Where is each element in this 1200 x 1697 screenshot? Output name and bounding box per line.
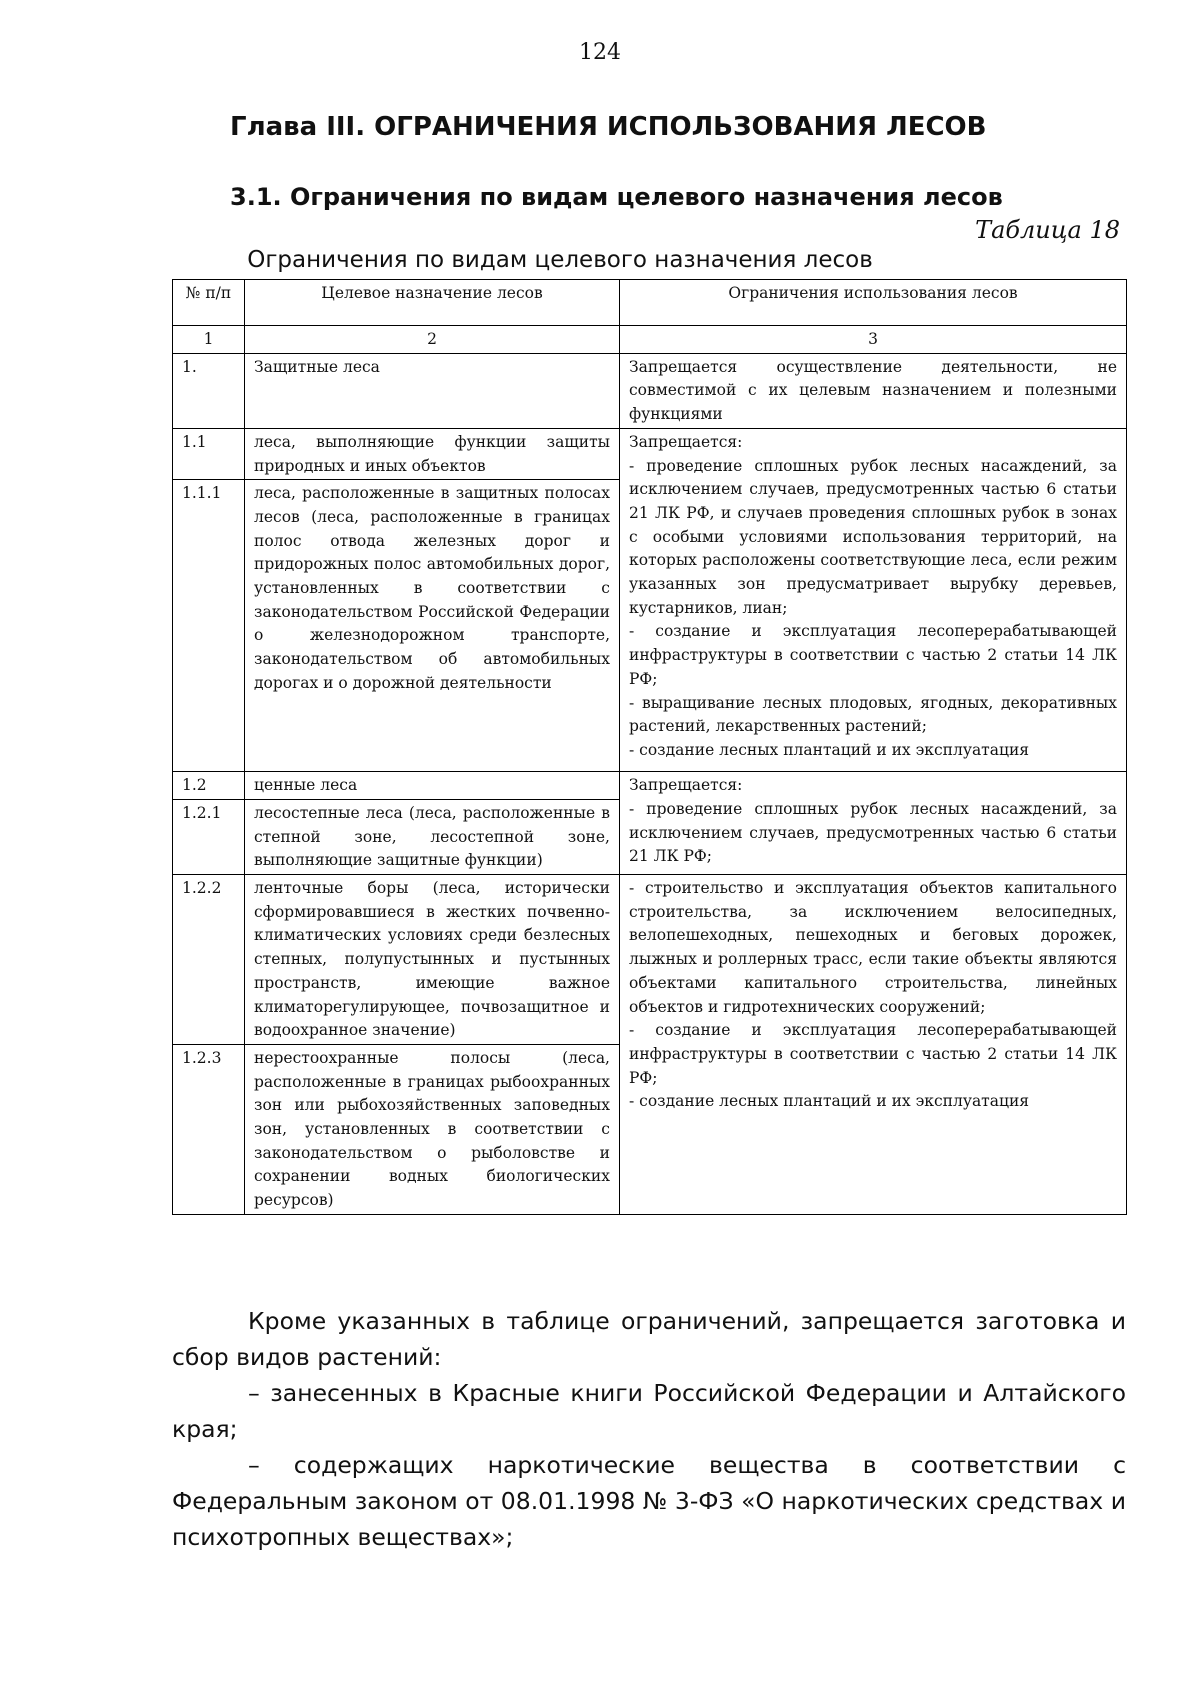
page-number: 124 (579, 40, 621, 65)
paragraph: – занесенных в Красные книги Российской Федерации и Алтайского края; (172, 1379, 1126, 1443)
restriction-line: - проведение сплошных рубок лесных насаждений, за исключением случаев, предусмотренных частью 6 статьи 21 ЛК РФ, и случаев проведения сплошных рубок в зонах с особыми условиями использования территорий, на которых расположены соответствующие леса, если режим указанных зон предусматривает вырубку деревьев, кустарников, лиан; (629, 456, 1117, 617)
table-row (173, 353, 1127, 428)
restriction-line: Запрещается: (629, 776, 743, 795)
table-header-row (173, 280, 1127, 326)
restriction-line: - проведение сплошных рубок лесных насаждений, за исключением случаев, предусмотренных частью 6 статьи 21 ЛК РФ; (629, 799, 1117, 866)
row-number: 1.2.3 (173, 1044, 245, 1214)
column-number-cell: 1 (173, 326, 245, 354)
header-cell-purpose: Целевое назначение лесов (245, 280, 620, 326)
row-number: 1.2.2 (173, 875, 245, 1045)
row-number: 1.1.1 (173, 480, 245, 772)
restriction-line: - строительство и эксплуатация объектов капитального строительства, за исключением велосипедных, велопешеходных, пешеходных и беговых дорожек, лыжных и роллерных трасс, если такие объекты являются объектами капитального строительства, линейных объектов и гидротехнических сооружений; (629, 879, 1117, 1016)
restriction-line: - создание лесных плантаций и их эксплуатация (629, 740, 1030, 759)
restriction-group-cell (620, 428, 1127, 771)
row-number: 1. (173, 353, 245, 428)
row-purpose: леса, расположенные в защитных полосах лесов (леса, расположенные в границах полос отвода железных дорог и придорожных полос автомобильных дорог, установленных в соответствии с законодательством Российской Федерации о железнодорожном транспорте, законодательством об автомобильных дорогах и о дорожной деятельности (245, 480, 620, 772)
row-number: 1.2 (173, 772, 245, 800)
row-restriction: Запрещается осуществление деятельности, не совместимой с их целевым назначением и полезными функциями (620, 353, 1127, 428)
restrictions-table (172, 279, 1127, 1215)
restriction-line: - создание лесных плантаций и их эксплуатация (629, 1092, 1030, 1111)
header-cell-restrictions: Ограничения использования лесов (620, 280, 1127, 326)
table-number: Таблица 18 (975, 216, 1120, 244)
restriction-line: - создание и эксплуатация лесоперерабатывающей инфраструктуры в соответствии с частью 2 статьи 14 ЛК РФ; (629, 622, 1117, 688)
chapter-title: Глава III. ОГРАНИЧЕНИЯ ИСПОЛЬЗОВАНИЯ ЛЕСОВ (230, 112, 987, 142)
restriction-line: Запрещается: (629, 432, 743, 451)
section-title: 3.1. Ограничения по видам целевого назначения лесов (230, 183, 1003, 211)
row-purpose: Защитные леса (245, 353, 620, 428)
table-row (173, 772, 1127, 800)
row-purpose: нерестоохранные полосы (леса, расположенные в границах рыбоохранных зон или рыбохозяйственных заповедных зон, установленных в соответствии с законодательством о рыболовстве и сохранении водных биологических ресурсов) (245, 1044, 620, 1214)
body-text (172, 1303, 1126, 1555)
column-numbers-row (173, 326, 1127, 354)
row-purpose: ценные леса (245, 772, 620, 800)
row-purpose: ленточные боры (леса, исторически сформировавшиеся в жестких почвенно-климатических условиях среди безлесных степных, полупустынных и пустынных пространств, имеющие важное климаторегулирующее, почвозащитное и водоохранное значение) (245, 875, 620, 1045)
column-number-cell: 2 (245, 326, 620, 354)
row-number: 1.2.1 (173, 799, 245, 874)
header-cell-number: № п/п (173, 280, 245, 326)
table-row (173, 875, 1127, 1045)
restriction-line: - выращивание лесных плодовых, ягодных, декоративных растений, лекарственных растений; (629, 693, 1117, 736)
table-row (173, 428, 1127, 479)
row-purpose: леса, выполняющие функции защиты природных и иных объектов (245, 428, 620, 479)
row-purpose: лесостепные леса (леса, расположенные в степной зоне, лесостепной зоне, выполняющие защитные функции) (245, 799, 620, 874)
table-caption: Ограничения по видам целевого назначения лесов (247, 247, 873, 273)
paragraph: – содержащих наркотические вещества в соответствии с Федеральным законом от 08.01.1998 № 3-ФЗ «О наркотических средствах и психотропных веществах»; (172, 1451, 1126, 1551)
row-number: 1.1 (173, 428, 245, 479)
restriction-line: - создание и эксплуатация лесоперерабатывающей инфраструктуры в соответствии с частью 2 статьи 14 ЛК РФ; (629, 1021, 1117, 1087)
restriction-group-cell (620, 772, 1127, 875)
restriction-group-cell (620, 875, 1127, 1215)
column-number-cell: 3 (620, 326, 1127, 354)
paragraph: Кроме указанных в таблице ограничений, запрещается заготовка и сбор видов растений: (172, 1307, 1126, 1371)
